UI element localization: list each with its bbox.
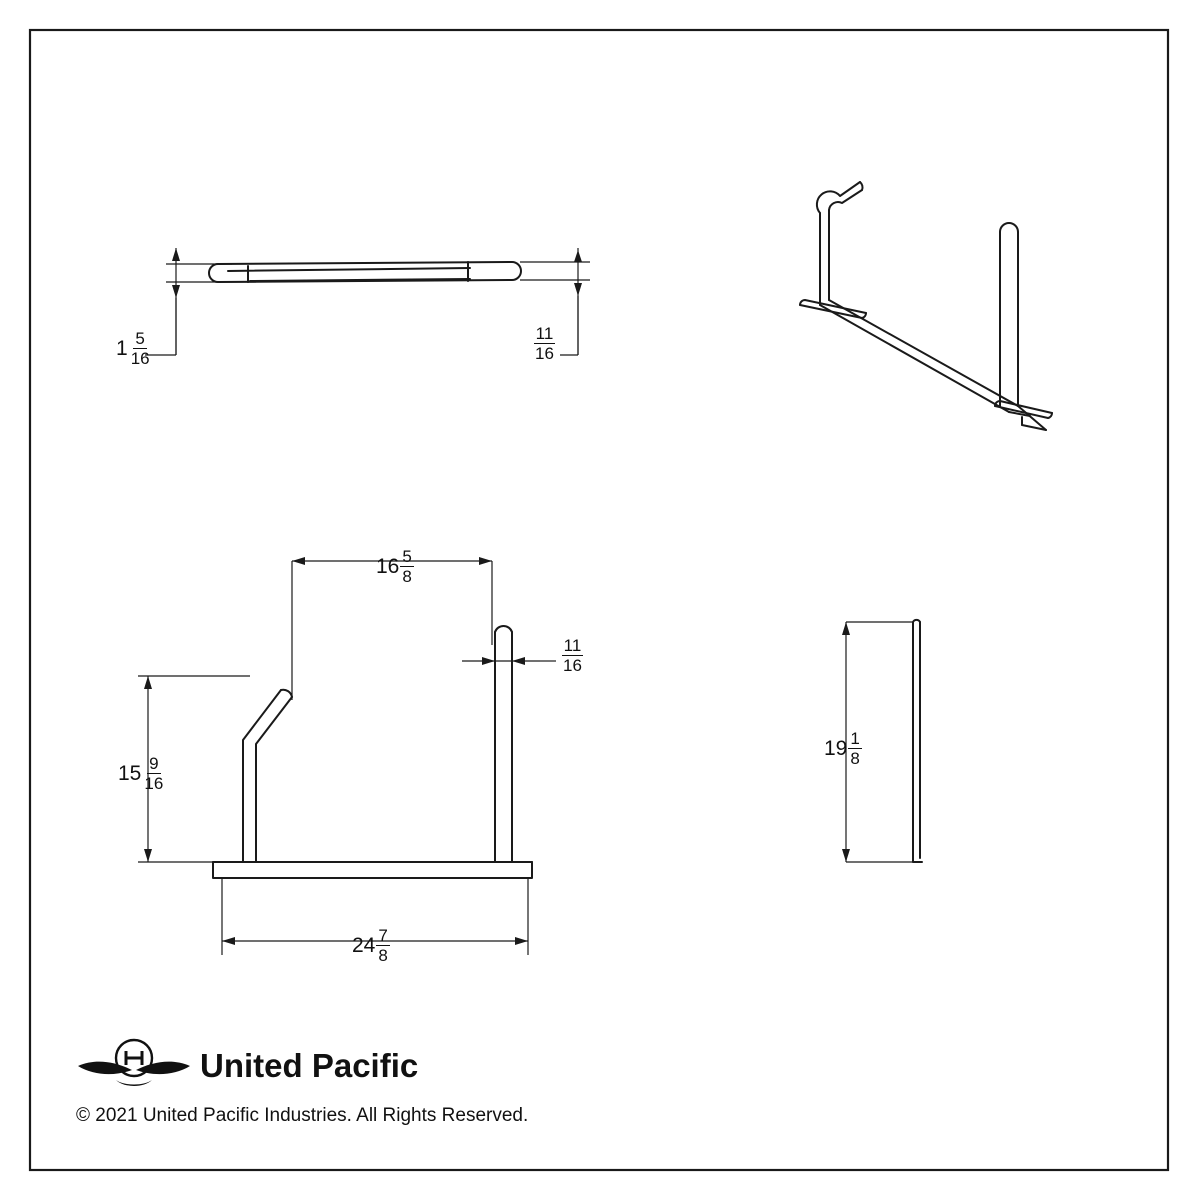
dim-fraction: $\frac{7}{8}$ xyxy=(378,926,388,965)
dim-fraction: $\frac{9}{16}$ xyxy=(144,754,164,793)
dim-11-16-front xyxy=(462,657,556,665)
dim-fraction: $\frac{1}{8}$ xyxy=(850,729,860,768)
dim-whole: 24 xyxy=(352,934,376,957)
top-view-geometry xyxy=(209,262,521,282)
dim-fraction: $\frac{5}{16}$ xyxy=(130,329,150,368)
side-view-geometry xyxy=(913,620,922,862)
dim-whole: 1 xyxy=(116,337,128,360)
dimension-label-16-5-8 xyxy=(376,548,414,585)
dimension-label-15-9-16 xyxy=(118,755,165,792)
dimension-label-11-16-top xyxy=(532,325,556,362)
isometric-view-geometry xyxy=(800,182,1052,430)
brand-name: United Pacific xyxy=(200,1047,419,1084)
dim-whole: 16 xyxy=(376,555,400,578)
dim-fraction: $\frac{11}{16}$ xyxy=(535,324,554,363)
united-pacific-logo-icon xyxy=(76,1036,192,1096)
dimension-label-19-1-8 xyxy=(824,730,862,767)
dimension-label-1-5-16 xyxy=(116,330,152,367)
branding-block xyxy=(76,1035,676,1127)
dim-fraction: $\frac{11}{16}$ xyxy=(563,636,582,675)
dim-whole: 19 xyxy=(824,737,848,760)
dimension-label-24-7-8 xyxy=(352,927,390,964)
sheet-border xyxy=(30,30,1168,1170)
dim-fraction: $\frac{5}{8}$ xyxy=(402,547,412,586)
dim-whole: 15 xyxy=(118,762,142,785)
dimension-label-11-16-front xyxy=(560,637,584,674)
brand-row xyxy=(76,1035,676,1097)
copyright-text: © 2021 United Pacific Industries. All Rights Reserved. xyxy=(76,1105,529,1126)
